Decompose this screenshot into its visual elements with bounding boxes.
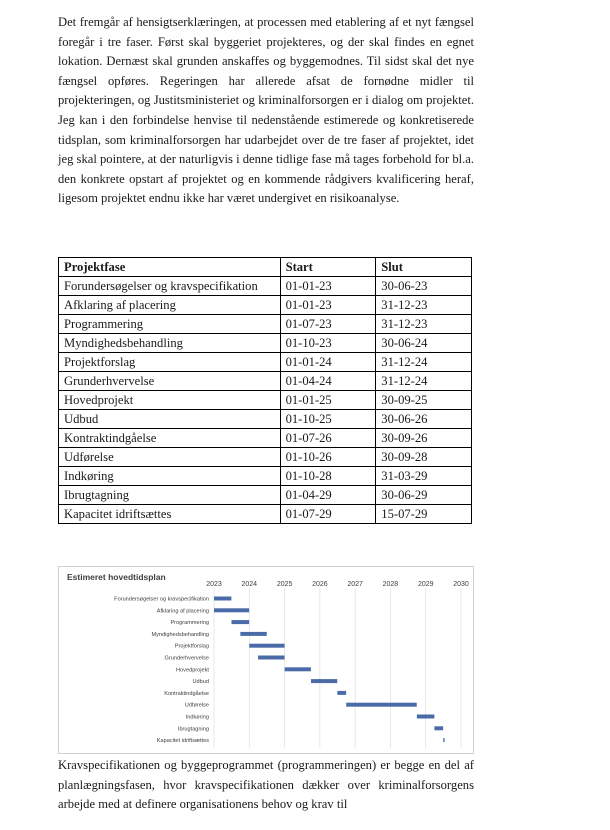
intro-paragraph: Det fremgår af hensigtserklæringen, at processen med etablering af et nyt fængsel foregår i tre faser. Først skal byggeriet projekteres, og der skal findes en egnet lokation. Dernæst skal grunden anskaffes og byggemodnes. Til sidst skal det nye fængsel opføres. Regeringen har allerede afsat de fornødne midler til projekteringen, og Justitsministeriet og kriminalforsorgen er i dialog om projektet. Jeg kan i den forbindelse henvise til nedenstående estimerede og konkretiserede tidsplan, som kriminalforsorgen har udarbejdet over de tre faser af projektet, idet jeg skal pointere, at der naturligvis i denne tidlige fase må tages forbehold for bl.a. den konkrete opstart af projektet og en kommende rådgivers kvalificering heraf, ligesom projektet endnu ikke har været undergivet en risikoanalyse. (58, 15, 474, 206)
category-label: Udførelse (184, 702, 209, 709)
end-cell: 30-09-26 (376, 429, 472, 448)
end-cell: 15-07-29 (376, 505, 472, 524)
phase-cell: Afklaring af placering (59, 296, 281, 315)
gantt-chart-svg (59, 567, 473, 753)
phase-cell: Ibrugtagning (59, 486, 281, 505)
closing-paragraph: Kravspecifikationen og byggeprogrammet (programmeringen) er begge en del af planlægningsfasen, hvor kravspecifikationen dækker over kriminalforsorgens arbejde med at definere organisationens behov og krav til (58, 758, 474, 812)
phase-cell: Forundersøgelser og kravspecifikation (59, 277, 281, 296)
category-label: Kapacitet idriftsættes (156, 738, 209, 745)
x-tick-label: 2023 (206, 581, 222, 588)
category-label: Projektforslag (174, 643, 209, 650)
start-cell: 01-10-23 (280, 334, 376, 353)
end-cell: 30-09-28 (376, 448, 472, 467)
header-end: Slut (376, 258, 472, 277)
x-tick-label: 2028 (382, 581, 399, 588)
end-cell: 30-06-23 (376, 277, 472, 296)
table-row (59, 296, 472, 315)
header-phase: Projektfase (59, 258, 281, 277)
table-row (59, 391, 472, 410)
phase-cell: Kontraktindgåelse (59, 429, 281, 448)
table-row (59, 372, 472, 391)
start-cell: 01-01-23 (280, 277, 376, 296)
end-cell: 30-06-24 (376, 334, 472, 353)
start-cell: 01-07-26 (280, 429, 376, 448)
gantt-chart (58, 566, 474, 754)
phase-cell: Projektforslag (59, 353, 281, 372)
category-label: Kontraktindgåelse (164, 690, 209, 697)
gantt-bar (443, 738, 444, 742)
table-row (59, 467, 472, 486)
start-cell: 01-04-24 (280, 372, 376, 391)
x-tick-label: 2029 (417, 581, 434, 588)
category-label: Indkøring (185, 714, 209, 721)
gantt-bar (214, 597, 231, 601)
category-label: Ibrugtagning (177, 726, 209, 733)
phase-cell: Myndighedsbehandling (59, 334, 281, 353)
gantt-bar (434, 726, 443, 730)
start-cell: 01-10-25 (280, 410, 376, 429)
gantt-bar (240, 632, 266, 636)
gantt-bar (417, 715, 434, 719)
category-label: Myndighedsbehandling (151, 631, 209, 638)
end-cell: 31-03-29 (376, 467, 472, 486)
x-tick-label: 2027 (347, 581, 363, 588)
category-label: Udbud (192, 679, 209, 686)
phase-cell: Programmering (59, 315, 281, 334)
table-row (59, 486, 472, 505)
table-header-row (59, 258, 472, 277)
start-cell: 01-07-23 (280, 315, 376, 334)
table-row (59, 410, 472, 429)
header-start: Start (280, 258, 376, 277)
phase-cell: Grunderhvervelse (59, 372, 281, 391)
end-cell: 31-12-23 (376, 315, 472, 334)
end-cell: 30-06-29 (376, 486, 472, 505)
phase-cell: Udførelse (59, 448, 281, 467)
table-row (59, 315, 472, 334)
gantt-bar (311, 679, 337, 683)
table-row (59, 448, 472, 467)
end-cell: 31-12-23 (376, 296, 472, 315)
gantt-bar (214, 608, 249, 612)
table-row (59, 353, 472, 372)
gantt-bar (231, 620, 249, 624)
gantt-bar (285, 667, 311, 671)
x-tick-label: 2024 (241, 581, 258, 588)
x-tick-label: 2026 (312, 581, 328, 588)
table-row (59, 429, 472, 448)
start-cell: 01-01-23 (280, 296, 376, 315)
x-tick-label: 2025 (276, 581, 293, 588)
chart-title: Estimeret hovedtidsplan (67, 572, 166, 582)
table-row (59, 334, 472, 353)
phase-cell: Udbud (59, 410, 281, 429)
phase-cell: Indkøring (59, 467, 281, 486)
start-cell: 01-07-29 (280, 505, 376, 524)
category-label: Hovedprojekt (176, 667, 209, 674)
end-cell: 30-09-25 (376, 391, 472, 410)
start-cell: 01-04-29 (280, 486, 376, 505)
end-cell: 31-12-24 (376, 353, 472, 372)
start-cell: 01-10-28 (280, 467, 376, 486)
category-label: Forundersøgelser og kravspecifikation (114, 596, 209, 603)
table-row (59, 505, 472, 524)
end-cell: 31-12-24 (376, 372, 472, 391)
phase-cell: Hovedprojekt (59, 391, 281, 410)
category-label: Programmering (170, 620, 209, 627)
start-cell: 01-01-25 (280, 391, 376, 410)
phase-cell: Kapacitet idriftsættes (59, 505, 281, 524)
gantt-bar (258, 656, 284, 660)
start-cell: 01-01-24 (280, 353, 376, 372)
gantt-bar (249, 644, 284, 648)
table-row (59, 277, 472, 296)
category-label: Grunderhvervelse (164, 655, 209, 662)
x-tick-label: 2030 (453, 581, 469, 588)
gantt-bar (346, 703, 417, 707)
category-label: Afklaring af placering (156, 608, 209, 615)
end-cell: 30-06-26 (376, 410, 472, 429)
gantt-bar (337, 691, 346, 695)
timeline-table (58, 257, 472, 524)
start-cell: 01-10-26 (280, 448, 376, 467)
